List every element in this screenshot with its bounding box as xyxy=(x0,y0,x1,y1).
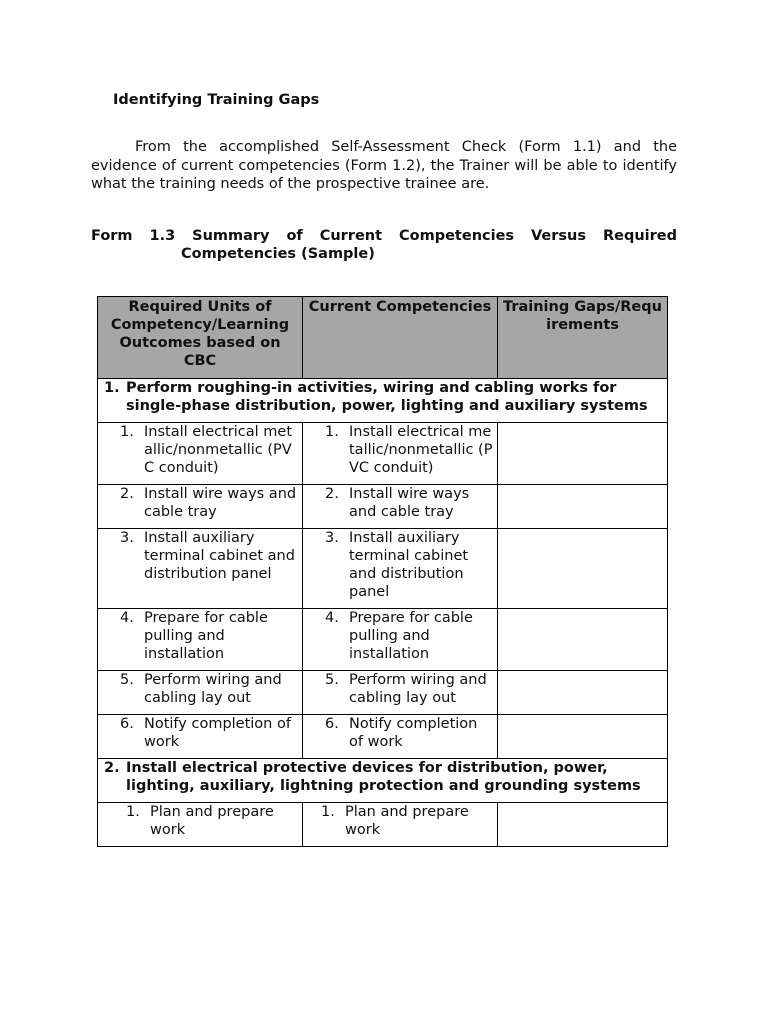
group-number: 2. xyxy=(104,760,120,776)
required-cell xyxy=(98,423,303,485)
gap-cell xyxy=(498,609,668,671)
item-number: 4. xyxy=(325,610,339,626)
header-training-gaps: Training Gaps/Requirements xyxy=(498,297,668,379)
required-cell xyxy=(98,803,303,847)
item-number: 5. xyxy=(325,672,339,688)
current-text: Notify completion of work xyxy=(349,716,478,750)
item-number: 5. xyxy=(120,672,134,688)
current-cell xyxy=(303,485,498,529)
current-text: Install wire ways and cable tray xyxy=(349,486,470,520)
group-row xyxy=(98,379,668,423)
item-number: 4. xyxy=(120,610,134,626)
current-cell xyxy=(303,529,498,609)
table-row xyxy=(98,609,668,671)
required-text: Install auxiliary terminal cabinet and distribution panel xyxy=(144,530,295,582)
item-number: 1. xyxy=(325,424,339,440)
item-number: 1. xyxy=(126,804,140,820)
required-text: Install electrical metallic/nonmetallic (PVC conduit) xyxy=(144,424,293,476)
table-row xyxy=(98,423,668,485)
current-cell xyxy=(303,803,498,847)
current-cell xyxy=(303,423,498,485)
table-row xyxy=(98,803,668,847)
required-text: Prepare for cable pulling and installation xyxy=(144,610,268,662)
current-cell xyxy=(303,671,498,715)
gap-cell xyxy=(498,485,668,529)
gap-cell xyxy=(498,423,668,485)
header-required-units: Required Units of Competency/Learning Outcomes based on CBC xyxy=(98,297,303,379)
table-row xyxy=(98,715,668,759)
gap-cell xyxy=(498,671,668,715)
section-heading: Identifying Training Gaps xyxy=(113,92,320,108)
gap-cell xyxy=(498,803,668,847)
group-title-cell xyxy=(98,379,668,423)
current-text: Prepare for cable pulling and installation xyxy=(349,610,473,662)
required-cell xyxy=(98,715,303,759)
item-number: 6. xyxy=(120,716,134,732)
gap-cell xyxy=(498,529,668,609)
group-number: 1. xyxy=(104,380,120,396)
group-title: Install electrical protective devices for distribution, power, lighting, auxiliary, lightning protection and grounding systems xyxy=(126,760,641,794)
item-number: 3. xyxy=(325,530,339,546)
item-number: 3. xyxy=(120,530,134,546)
table-row xyxy=(98,529,668,609)
current-text: Plan and prepare work xyxy=(345,804,469,838)
header-current-competencies: Current Competencies xyxy=(303,297,498,379)
table-header-row xyxy=(98,297,668,379)
item-number: 6. xyxy=(325,716,339,732)
current-text: Install auxiliary terminal cabinet and distribution panel xyxy=(349,530,469,600)
group-title: Perform roughing-in activities, wiring and cabling works for single-phase distribution, power, lighting and auxiliary systems xyxy=(126,380,648,414)
current-text: Perform wiring and cabling lay out xyxy=(349,672,487,706)
required-text: Perform wiring and cabling lay out xyxy=(144,672,282,706)
item-number: 2. xyxy=(120,486,134,502)
form-title: Form 1.3 Summary of Current Competencies Versus Required Competencies (Sample) xyxy=(91,228,677,262)
item-number: 1. xyxy=(321,804,335,820)
group-title-cell xyxy=(98,759,668,803)
table-row xyxy=(98,485,668,529)
required-text: Install wire ways and cable tray xyxy=(144,486,297,520)
competency-table xyxy=(97,296,668,847)
required-cell xyxy=(98,671,303,715)
current-cell xyxy=(303,609,498,671)
required-text: Notify completion of work xyxy=(144,716,291,750)
gap-cell xyxy=(498,715,668,759)
required-cell xyxy=(98,609,303,671)
item-number: 2. xyxy=(325,486,339,502)
group-row xyxy=(98,759,668,803)
required-text: Plan and prepare work xyxy=(150,804,274,838)
item-number: 1. xyxy=(120,424,134,440)
current-text: Install electrical metallic/nonmetallic (PVC conduit) xyxy=(349,424,493,476)
current-cell xyxy=(303,715,498,759)
table-row xyxy=(98,671,668,715)
intro-paragraph: From the accomplished Self-Assessment Check (Form 1.1) and the evidence of current competencies (Form 1.2), the Trainer will be able to identify what the training needs of the prospective trainee are. xyxy=(91,139,677,192)
required-cell xyxy=(98,485,303,529)
required-cell xyxy=(98,529,303,609)
